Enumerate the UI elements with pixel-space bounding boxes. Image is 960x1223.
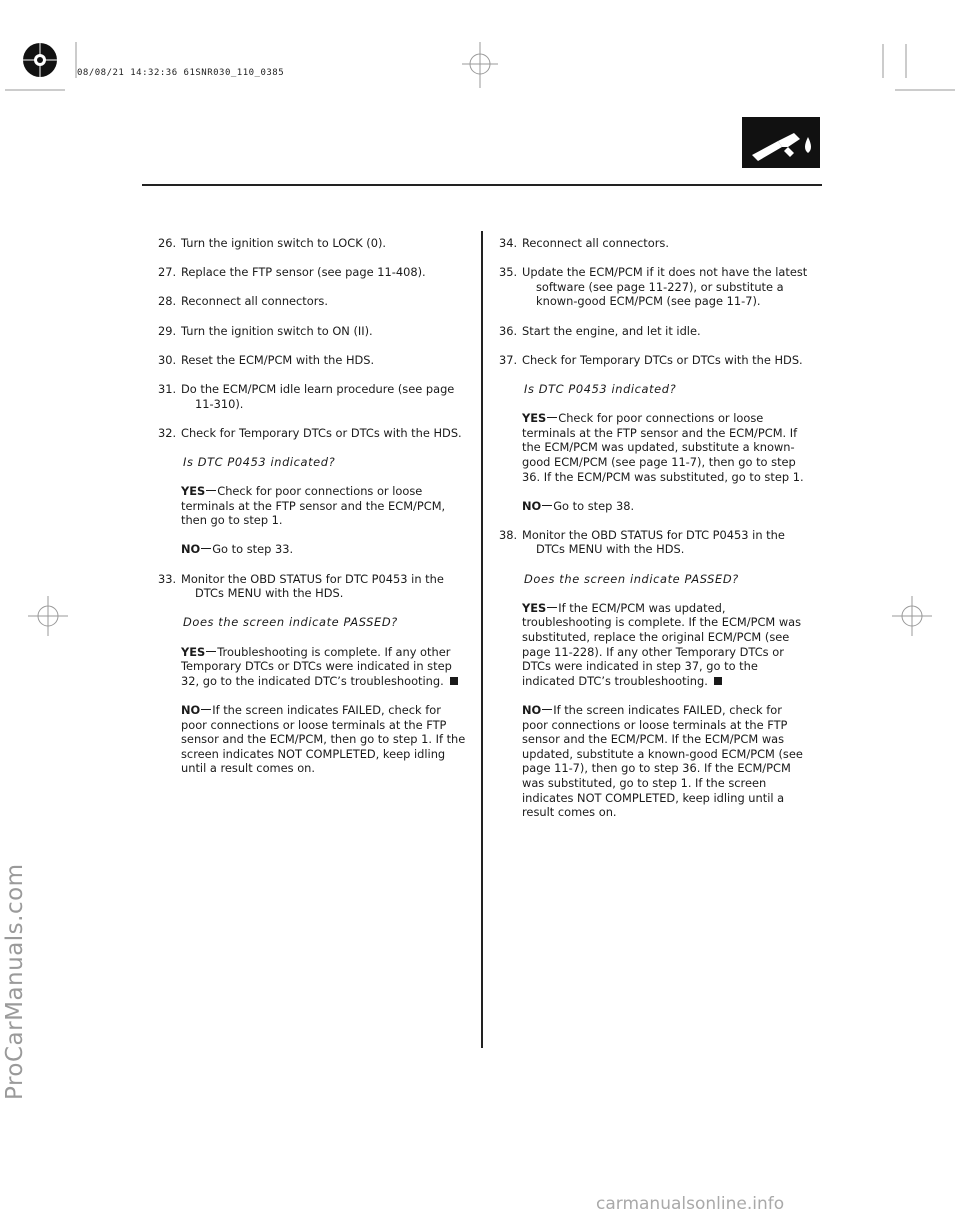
fuel-pump-nozzle-icon [742,117,820,168]
step-38 [499,528,809,557]
em-dash [201,548,211,549]
step-27 [158,265,468,280]
step-number: 30. [158,352,177,367]
step-number: 37. [499,352,518,367]
step-31 [158,382,468,411]
step-number: 31. [158,381,177,396]
step-text: Monitor the OBD STATUS for DTC P0453 in the DTCs MENU with the HDS. [181,571,444,601]
step-text: Start the engine, and let it idle. [522,323,701,338]
em-dash [206,651,216,652]
yes-label: YES [181,644,206,659]
em-dash [547,607,557,608]
em-dash [542,505,552,506]
em-dash [547,417,557,418]
answer-yes-37 [499,411,809,484]
em-dash [542,709,552,710]
answer-text: Check for poor connections or loose terminals at the FTP sensor and the ECM/PCM, then go to step 1. [181,484,446,528]
step-35 [499,265,809,309]
no-label: NO [181,703,201,717]
step-text: Reconnect all connectors. [522,236,669,250]
step-text: Replace the FTP sensor (see page 11-408). [181,265,426,280]
no-label: NO [522,498,542,513]
question-step-33: Does the screen indicate PASSED? [183,615,398,630]
left-column [158,236,468,791]
answer-yes-38 [499,601,809,689]
answer-no-38 [499,703,809,820]
side-watermark: ProCarManuals.com [2,863,28,1100]
step-36 [499,324,809,339]
step-33 [158,572,468,601]
step-number: 33. [158,571,177,586]
answer-text: If the screen indicates FAILED, check for poor connections or loose terminals at the FTP sensor and the ECM/PCM. If the ECM/PCM was updated, substitute a known-good ECM/PCM (see page 11-7), then go to step 36. If the ECM/PCM was substituted, go to step 1. If the screen indicates NOT COMPLETED, keep idling until a result comes on. [522,703,803,820]
step-text: Turn the ignition switch to LOCK (0). [181,236,387,250]
answer-text: Troubleshooting is complete. If any other Temporary DTCs or DTCs were indicated in step 32, go to the indicated DTC’s troubleshooting. [181,644,452,688]
step-text: Reset the ECM/PCM with the HDS. [181,352,375,367]
step-text: Reconnect all connectors. [181,294,328,309]
answer-yes-33 [158,645,468,689]
step-29 [158,324,468,339]
yes-label: YES [181,484,206,499]
step-number: 26. [158,236,177,250]
answer-text: If the screen indicates FAILED, check for poor connections or loose terminals at the FTP sensor and the ECM/PCM, then go to step 1. If the screen indicates NOT COMPLETED, keep idling until a result comes on. [181,703,466,776]
question-step-32: Is DTC P0453 indicated? [183,454,336,469]
question-step-38: Does the screen indicate PASSED? [524,571,739,586]
step-28 [158,294,468,309]
step-30 [158,353,468,368]
step-26 [158,236,468,251]
step-number: 29. [158,323,177,338]
step-37 [499,353,809,368]
step-number: 28. [158,294,177,309]
answer-text: If the ECM/PCM was updated, troubleshooting is complete. If the ECM/PCM was substituted, replace the original ECM/PCM (see page 11-228). If any other Temporary DTCs or DTCs were indicated in step 37, go to the indicated DTC’s troubleshooting. [522,600,802,688]
step-34 [499,236,809,251]
header-rule [142,184,822,186]
step-text: Update the ECM/PCM if it does not have the latest software (see page 11-227), or substitute a known-good ECM/PCM (see page 11-7). [522,265,808,309]
step-number: 34. [499,236,518,250]
column-divider [481,231,483,1048]
answer-no-37 [499,499,809,514]
em-dash [206,490,216,491]
step-number: 38. [499,527,518,542]
step-number: 27. [158,265,177,280]
step-text: Check for Temporary DTCs or DTCs with the HDS. [181,425,462,440]
print-stamp: 08/08/21 14:32:36 61SNR030_110_0385 [77,68,285,78]
step-32 [158,426,468,441]
answer-text: Go to step 38. [553,498,635,513]
question-step-37: Is DTC P0453 indicated? [524,381,677,396]
step-number: 36. [499,323,518,338]
right-column [499,236,809,834]
answer-text: Go to step 33. [212,542,294,557]
end-of-procedure-icon [714,677,722,685]
end-of-procedure-icon [450,677,458,685]
step-text: Monitor the OBD STATUS for DTC P0453 in the DTCs MENU with the HDS. [522,527,785,557]
step-number: 32. [158,425,177,440]
step-text: Do the ECM/PCM idle learn procedure (see page 11-310). [181,381,455,411]
bottom-watermark: carmanualsonline.info [596,1194,785,1214]
no-label: NO [181,542,201,557]
answer-yes-32 [158,484,468,528]
em-dash [201,709,211,710]
yes-label: YES [522,411,547,426]
no-label: NO [522,703,542,717]
step-number: 35. [499,265,518,280]
yes-label: YES [522,600,547,615]
answer-no-32 [158,542,468,557]
answer-text: Check for poor connections or loose terminals at the FTP sensor and the ECM/PCM. If the ECM/PCM was updated, substitute a known-good ECM/PCM (see page 11-7), then go to step 36. If the ECM/PCM was substituted, go to step 1. [522,411,804,484]
step-text: Check for Temporary DTCs or DTCs with the HDS. [522,352,803,367]
step-text: Turn the ignition switch to ON (II). [181,323,373,338]
registration-dot-icon [22,42,58,78]
answer-no-33 [158,703,468,776]
